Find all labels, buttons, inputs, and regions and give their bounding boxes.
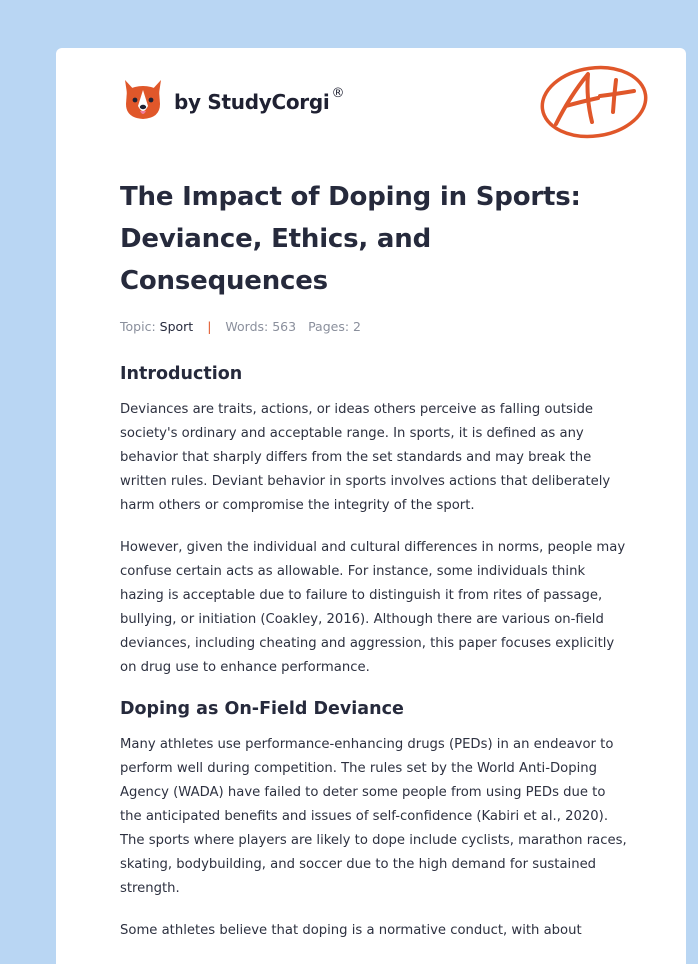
paragraph: Some athletes believe that doping is a normative conduct, with about [120, 923, 582, 938]
brand-logo[interactable] [122, 76, 344, 122]
page-count: Pages: 2 [308, 319, 361, 334]
corgi-logo-icon [122, 76, 164, 122]
document-page [56, 48, 686, 964]
a-plus-grade-icon [536, 58, 652, 144]
article [120, 176, 630, 943]
section-heading-introduction: Introduction [120, 364, 243, 384]
paragraph: Many athletes use performance-enhancing drugs (PEDs) in an endeavor to perform well during competition. The rules set by the World Anti-Doping Agency (WADA) have failed to deter some people from using PEDs due to the anticipated benefits and issues of self-confidence (Kabiri et al., 2020). The sports where players are likely to dope include cyclists, marathon races, skating, bodybuilding, and soccer due to the high demand for sustained strength. [120, 737, 627, 896]
paragraph: Deviances are traits, actions, or ideas others perceive as falling outside society's ordinary and acceptable range. In sports, it is defined as any behavior that sharply differs from the set standards and may break the written rules. Deviant behavior in sports involves actions that deliberately harm others or compromise the integrity of the sport. [120, 402, 611, 513]
article-meta [120, 318, 630, 336]
meta-separator: | [207, 319, 212, 334]
word-count: Words: 563 [225, 319, 297, 334]
paragraph: However, given the individual and cultural differences in norms, people may confuse certain acts as allowable. For instance, some individuals think hazing is acceptable due to failure to distinguish it from rites of passage, bullying, or initiation (Coakley, 2016). Although there are various on-field deviances, including cheating and aggression, this paper focuses explicitly on drug use to enhance performance. [120, 540, 626, 675]
topic-label: Topic: [120, 319, 156, 334]
page-title: The Impact of Doping in Sports: Deviance, Ethics, and Consequences [120, 182, 581, 296]
section-heading-doping: Doping as On-Field Deviance [120, 699, 404, 719]
topic-link[interactable]: Sport [159, 319, 194, 334]
brand-name: by StudyCorgi ® [174, 86, 345, 114]
